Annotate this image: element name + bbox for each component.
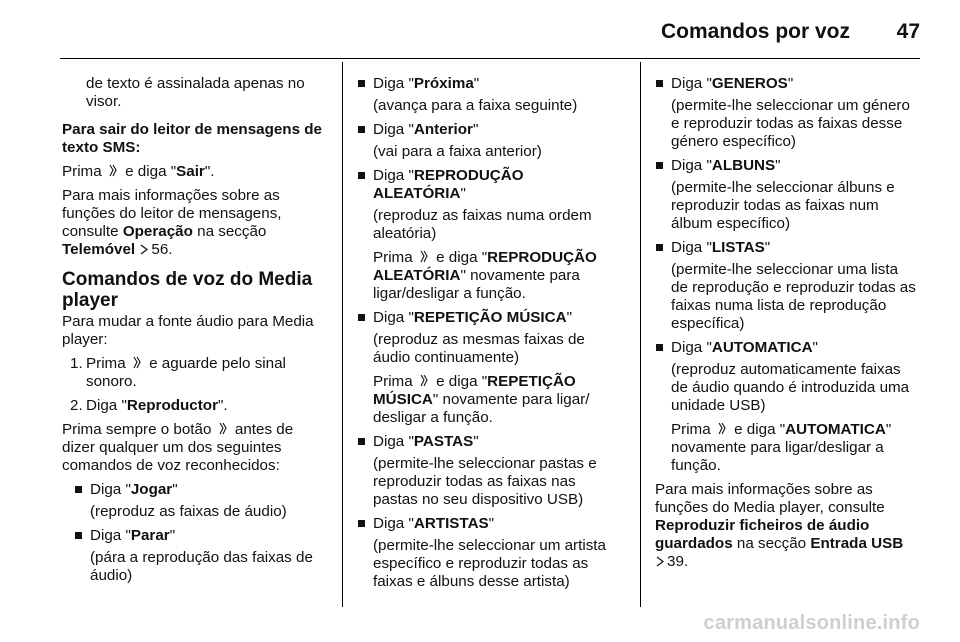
command-description: (avança para a faixa seguinte) — [373, 97, 578, 114]
mic-icon — [218, 422, 228, 435]
watermark: carmanualsonline.info — [703, 612, 920, 634]
command-description: (reproduz automaticamente faixas de áudio quando é introduzida uma unidade USB) — [671, 361, 910, 414]
header-rule — [60, 58, 920, 59]
command-item: Diga "AUTOMATICA" — [655, 339, 917, 357]
command-item: Diga "GENEROS" — [655, 75, 917, 93]
toggle-instruction: Prima e diga "AUTOMATICA" novamente para ligar/desligar a função. — [671, 421, 892, 474]
intro-text: Para mudar a fonte áudio para Media player: — [62, 313, 314, 348]
command-item: Diga "Anterior" — [357, 121, 619, 139]
column-divider — [640, 62, 641, 607]
command-description: (permite-lhe seleccionar pastas e reproduzir todas as faixas nas pastas no seu dispositivo USB) — [373, 455, 597, 508]
continued-text: de texto é assinalada apenas no visor. — [86, 75, 305, 110]
command-description: (reproduz as faixas de áudio) — [90, 503, 287, 520]
page-header — [0, 0, 960, 60]
command-item: Diga "REPRODUÇÃO ALEATÓRIA" — [357, 167, 619, 203]
mic-icon — [108, 164, 118, 177]
mic-icon — [717, 422, 727, 435]
command-description: (permite-lhe seleccionar um artista específico e reproduzir todas as faixas e álbuns desse artista) — [373, 537, 606, 590]
exit-instruction: Prima e diga "Sair". — [62, 163, 215, 180]
mic-icon — [419, 250, 429, 263]
command-description: (permite-lhe seleccionar um género e reproduzir todas as faixas desse género específico) — [671, 97, 910, 150]
step-item: 1. Prima e aguarde pelo sinal sonoro. — [70, 355, 286, 390]
exit-heading: Para sair do leitor de mensagens de texto SMS: — [62, 121, 322, 156]
command-description: (pára a reprodução das faixas de áudio) — [90, 549, 313, 584]
page-title: Comandos por voz — [660, 20, 850, 43]
step-item: 2. Diga "Reproductor". — [70, 397, 228, 414]
toggle-instruction: Prima e diga "REPETIÇÃO MÚSICA" novamente para ligar/ desligar a função. — [373, 373, 590, 426]
section-heading: Comandos de voz do Media player — [62, 269, 313, 311]
command-item: Diga "Jogar" — [74, 481, 324, 499]
command-item: Diga "Próxima" — [357, 75, 619, 93]
page-number: 47 — [896, 20, 920, 43]
column-left — [62, 75, 324, 591]
command-item: Diga "PASTAS" — [357, 433, 619, 451]
command-description: (vai para a faixa anterior) — [373, 143, 542, 160]
command-description: (reproduz as mesmas faixas de áudio continuamente) — [373, 331, 585, 366]
mic-icon — [419, 374, 429, 387]
command-item: Diga "LISTAS" — [655, 239, 917, 257]
reference-arrow-icon — [140, 244, 149, 255]
column-middle — [357, 75, 619, 597]
command-item: Diga "Parar" — [74, 527, 324, 545]
toggle-instruction: Prima e diga "REPRODUÇÃO ALEATÓRIA" novamente para ligar/desligar a função. — [373, 249, 597, 302]
info-paragraph: Para mais informações sobre as funções do leitor de mensagens, consulte Operação na secção Telemóvel 56. — [62, 187, 282, 258]
column-divider — [342, 62, 343, 607]
command-description: (permite-lhe seleccionar álbuns e reproduzir todas as faixas num álbum específico) — [671, 179, 895, 232]
reference-arrow-icon — [656, 556, 665, 567]
mic-icon — [132, 356, 142, 369]
command-item: Diga "ALBUNS" — [655, 157, 917, 175]
always-text: Prima sempre o botão antes de dizer qualquer um dos seguintes comandos de voz reconhecidos: — [62, 421, 294, 474]
command-description: (permite-lhe seleccionar uma lista de reprodução e reproduzir todas as faixas numa lista de reprodução específica) — [671, 261, 916, 332]
command-item: Diga "ARTISTAS" — [357, 515, 619, 533]
command-item: Diga "REPETIÇÃO MÚSICA" — [357, 309, 619, 327]
command-description: (reproduz as faixas numa ordem aleatória) — [373, 207, 592, 242]
column-right — [655, 75, 917, 577]
info-paragraph: Para mais informações sobre as funções do Media player, consulte Reproduzir ficheiros de áudio guardados na secção Entrada USB 39. — [655, 481, 904, 570]
